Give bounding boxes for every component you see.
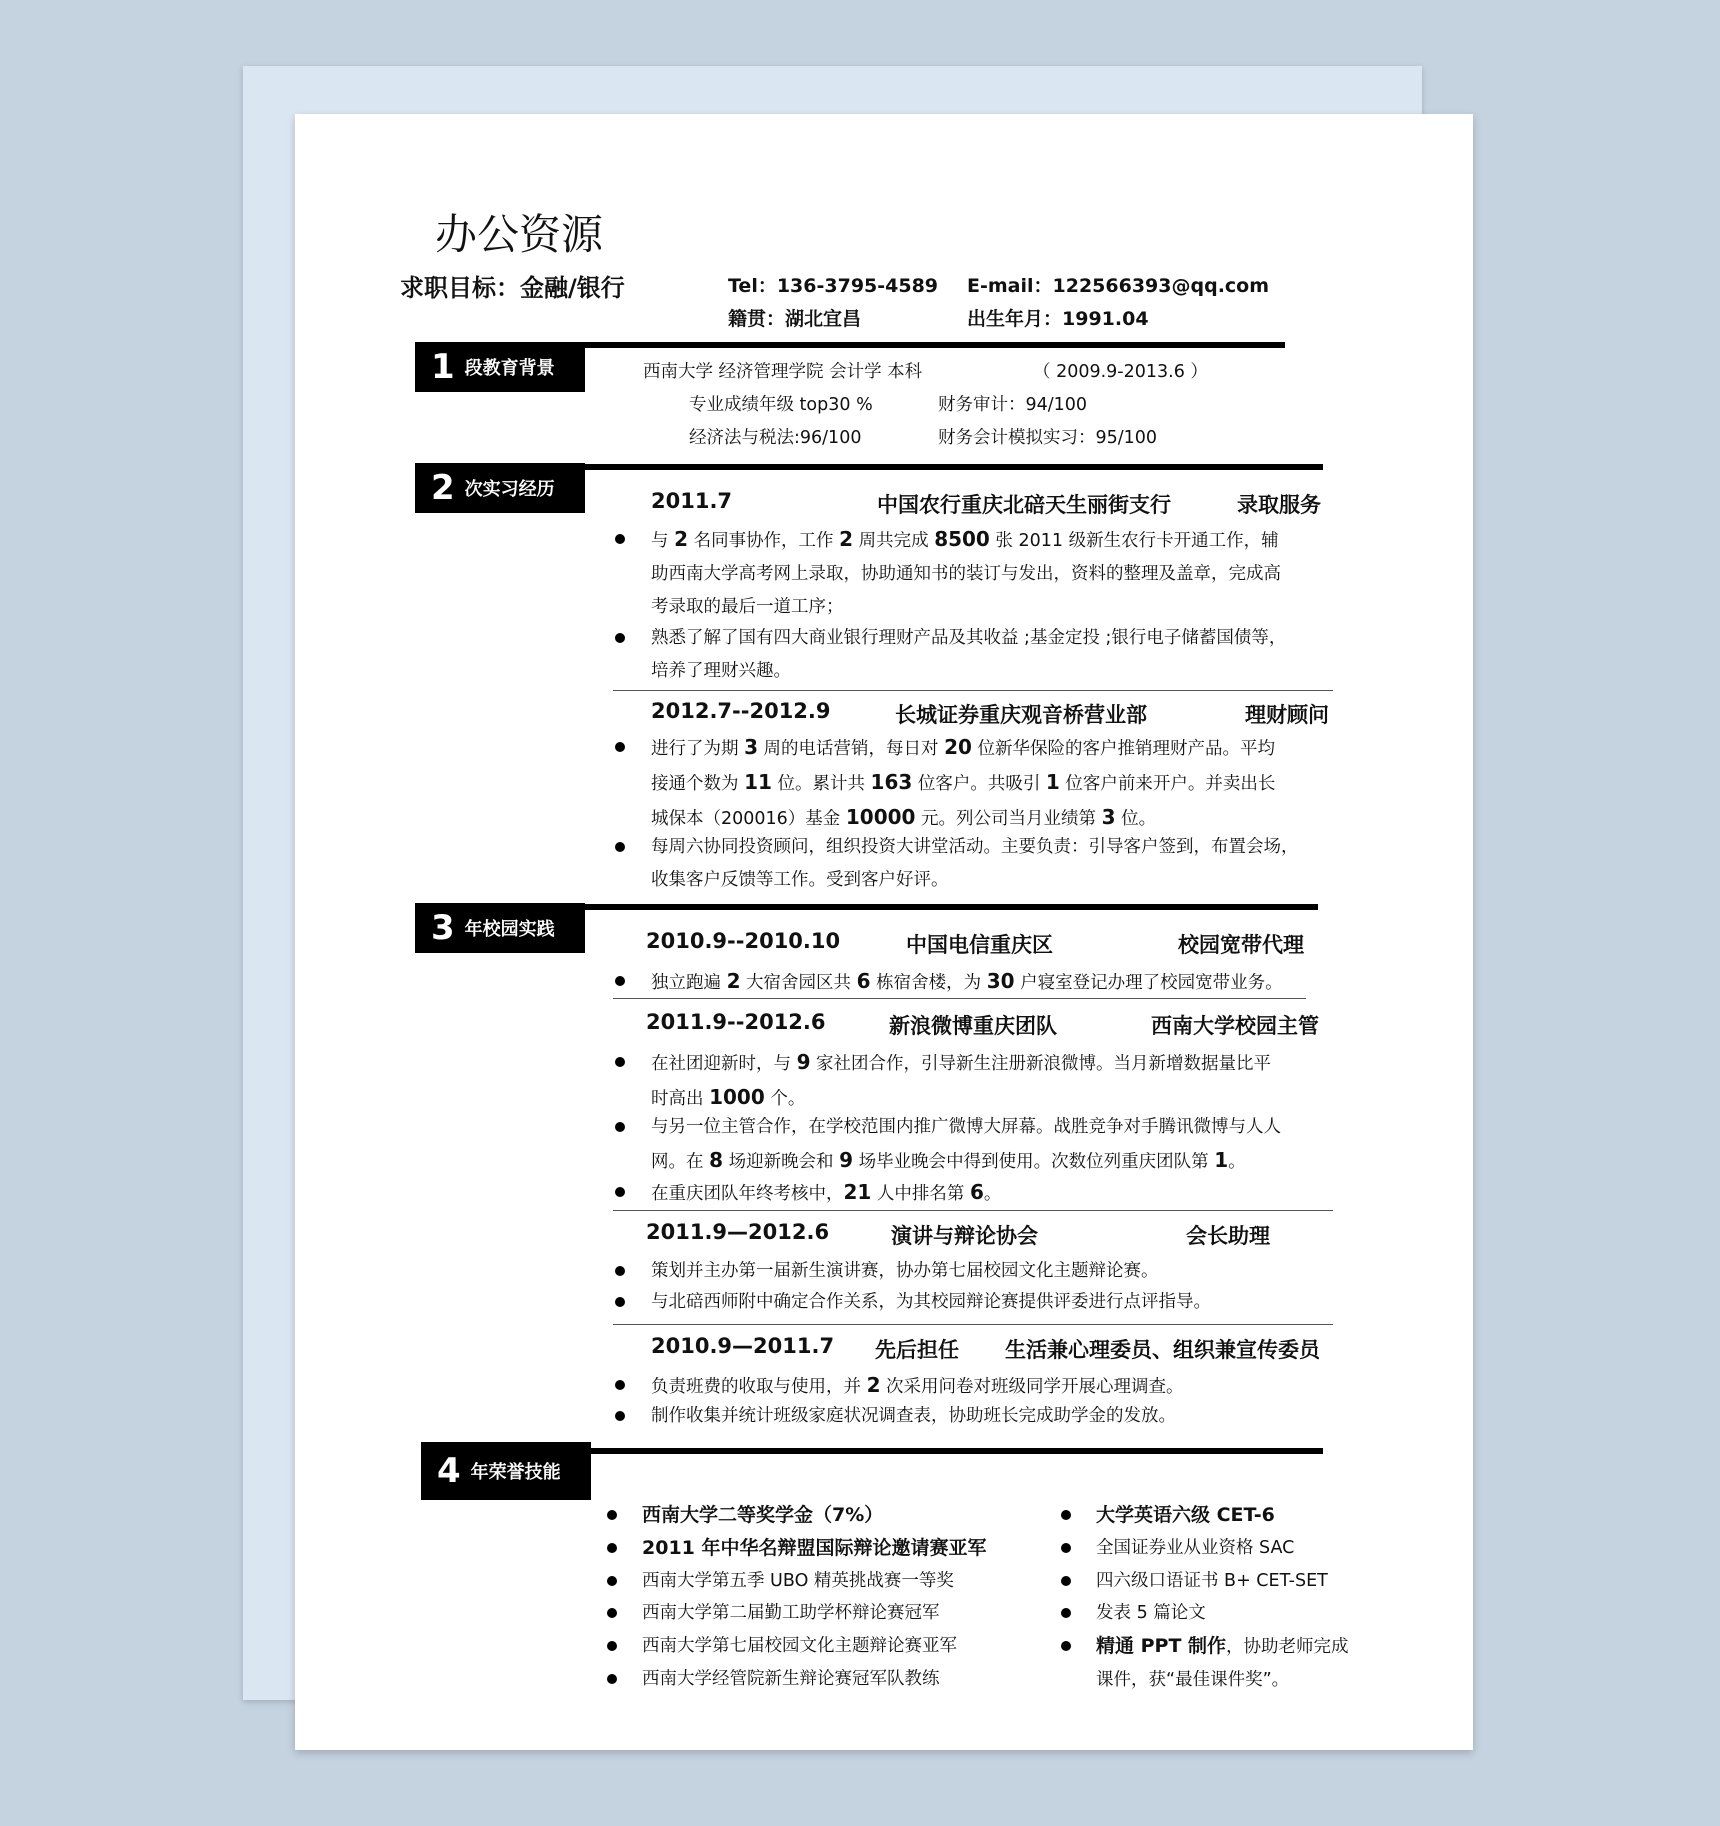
- job-role: 西南大学校园主管: [1151, 1014, 1319, 1038]
- skill-item: 精通 PPT 制作，协助老师完成 课件，获“最佳课件奖”。: [1096, 1635, 1349, 1690]
- section-number: 3: [431, 908, 455, 948]
- section-header-honors: [421, 1442, 591, 1500]
- job-role: 录取服务: [1237, 493, 1321, 517]
- section-title: 年校园实践: [464, 919, 555, 940]
- section-rule: [585, 904, 1318, 910]
- job-role: 理财顾问: [1245, 703, 1329, 727]
- bullet: [1061, 1641, 1071, 1651]
- tel: Tel：136-3795-4589: [728, 275, 939, 297]
- birth-date: 出生年月：1991.04: [967, 308, 1149, 330]
- bullet: [615, 534, 625, 544]
- job-org: 中国农行重庆北碚天生丽街支行: [877, 493, 1171, 517]
- skill-item: 全国证券业从业资格 SAC: [1096, 1538, 1295, 1558]
- job-detail: 与北碚西师附中确定合作关系，为其校园辩论赛提供评委进行点评指导。: [651, 1292, 1211, 1312]
- divider: [613, 1324, 1333, 1325]
- section-rule: [585, 342, 1285, 348]
- email: E-mail：122566393@qq.com: [967, 275, 1270, 297]
- bullet: [607, 1608, 617, 1618]
- job-role: 生活兼心理委员、组织兼宣传委员: [1005, 1338, 1320, 1362]
- bullet: [1061, 1543, 1071, 1553]
- job-org: 长城证券重庆观音桥营业部: [895, 703, 1147, 727]
- section-header-campus: [415, 903, 585, 953]
- job-detail: 进行了为期 3 周的电话营销，每日对 20 位新华保险的客户推销理财产品。平均 接通个数为 11 位。累计共 163 位客户。共吸引 1 位客户前来开户。并卖出长 城保本（200016）基金 10000 元。列公司当月业绩第 3 位。: [651, 735, 1276, 829]
- job-date: 2011.9--2012.6: [646, 1010, 826, 1034]
- job-date: 2010.9--2010.10: [646, 929, 841, 953]
- skill-item: 四六级口语证书 B+ CET-SET: [1096, 1571, 1328, 1591]
- section-rule: [585, 464, 1323, 470]
- job-date: 2011.9—2012.6: [646, 1220, 830, 1244]
- honor-item: 2011 年中华名辩盟国际辩论邀请赛亚军: [642, 1537, 987, 1559]
- bullet: [607, 1510, 617, 1520]
- bullet: [615, 1187, 625, 1197]
- hometown: 籍贯：湖北宜昌: [728, 308, 862, 330]
- bullet: [1061, 1576, 1071, 1586]
- bullet: [615, 842, 625, 852]
- section-rule: [591, 1448, 1323, 1454]
- bullet: [615, 1057, 625, 1067]
- job-role: 会长助理: [1186, 1224, 1270, 1248]
- section-header-internship: [415, 463, 585, 513]
- job-detail: 独立跑遍 2 大宿舍园区共 6 栋宿舍楼，为 30 户寝室登记办理了校园宽带业务。: [651, 969, 1283, 993]
- section-number: 4: [437, 1451, 461, 1491]
- skill-item: 发表 5 篇论文: [1096, 1603, 1206, 1623]
- education-period: （ 2009.9-2013.6 ）: [1033, 362, 1208, 382]
- bullet: [615, 1266, 625, 1276]
- job-date: 2010.9—2011.7: [651, 1334, 835, 1358]
- skill-item: 大学英语六级 CET-6: [1096, 1504, 1275, 1526]
- education-school: 西南大学 经济管理学院 会计学 本科: [643, 362, 923, 382]
- honor-item: 西南大学第五季 UBO 精英挑战赛一等奖: [642, 1571, 954, 1591]
- job-detail: 在重庆团队年终考核中，21 人中排名第 6。: [651, 1180, 1002, 1204]
- bullet: [607, 1674, 617, 1684]
- bullet: [615, 1380, 625, 1390]
- section-number: 1: [431, 347, 455, 387]
- job-date: 2011.7: [651, 489, 733, 513]
- honor-item: 西南大学第二届勤工助学杯辩论赛冠军: [642, 1603, 940, 1623]
- job-date: 2012.7--2012.9: [651, 699, 831, 723]
- bullet: [615, 1122, 625, 1132]
- bullet: [1061, 1510, 1071, 1520]
- section-title: 年荣誉技能: [470, 1462, 561, 1483]
- job-detail: 与另一位主管合作，在学校范围内推广微博大屏幕。战胜竞争对手腾讯微博与人人 网。在 8 场迎新晚会和 9 场毕业晚会中得到使用。次数位列重庆团队第 1。: [651, 1117, 1281, 1172]
- divider: [613, 998, 1306, 999]
- job-detail: 与 2 名同事协作，工作 2 周共完成 8500 张 2011 级新生农行卡开通工作，辅 助西南大学高考网上录取，协助通知书的装订与发出，资料的整理及盖章，完成高 考录取的最后一道工序；: [651, 527, 1281, 617]
- bullet: [615, 1297, 625, 1307]
- bullet: [615, 633, 625, 643]
- job-role: 校园宽带代理: [1178, 933, 1304, 957]
- resume-page: [295, 114, 1473, 1750]
- job-objective: 求职目标：金融/银行: [400, 274, 625, 302]
- education-rank: 专业成绩年级 top30 %: [689, 395, 873, 415]
- job-detail: 在社团迎新时，与 9 家社团合作，引导新生注册新浪微博。当月新增数据量比平 时高出 1000 个。: [651, 1050, 1272, 1109]
- job-detail: 负责班费的收取与使用，并 2 次采用问卷对班级同学开展心理调查。: [651, 1373, 1184, 1397]
- section-number: 2: [431, 468, 455, 508]
- section-title: 段教育背景: [464, 358, 555, 379]
- job-detail: 策划并主办第一届新生演讲赛，协办第七届校园文化主题辩论赛。: [651, 1261, 1159, 1281]
- job-detail: 每周六协同投资顾问，组织投资大讲堂活动。主要负责：引导客户签到，布置会场， 收集客户反馈等工作。受到客户好评。: [651, 837, 1299, 890]
- honor-item: 西南大学第七届校园文化主题辩论赛亚军: [642, 1636, 957, 1656]
- section-title: 次实习经历: [464, 479, 555, 500]
- bullet: [615, 976, 625, 986]
- candidate-name: 办公资源: [435, 210, 604, 259]
- bullet: [615, 742, 625, 752]
- bullet: [607, 1543, 617, 1553]
- education-audit: 财务审计：94/100: [938, 395, 1088, 415]
- divider: [613, 690, 1333, 691]
- education-simulation: 财务会计模拟实习：95/100: [938, 428, 1158, 448]
- education-law: 经济法与税法:96/100: [689, 428, 862, 448]
- job-detail: 制作收集并统计班级家庭状况调查表，协助班长完成助学金的发放。: [651, 1406, 1176, 1426]
- bullet: [607, 1576, 617, 1586]
- job-org: 演讲与辩论协会: [891, 1224, 1038, 1248]
- job-org: 中国电信重庆区: [906, 933, 1053, 957]
- bullet: [607, 1641, 617, 1651]
- bullet: [1061, 1608, 1071, 1618]
- honor-item: 西南大学经管院新生辩论赛冠军队教练: [642, 1669, 940, 1689]
- job-org: 新浪微博重庆团队: [889, 1014, 1057, 1038]
- section-header-education: [415, 342, 585, 392]
- divider: [613, 1210, 1333, 1211]
- honor-item: 西南大学二等奖学金（7%）: [642, 1504, 884, 1526]
- bullet: [615, 1411, 625, 1421]
- job-detail: 熟悉了解了国有四大商业银行理财产品及其收益 ;基金定投 ;银行电子储蓄国债等， 培养了理财兴趣。: [651, 628, 1287, 681]
- job-org: 先后担任: [875, 1338, 959, 1362]
